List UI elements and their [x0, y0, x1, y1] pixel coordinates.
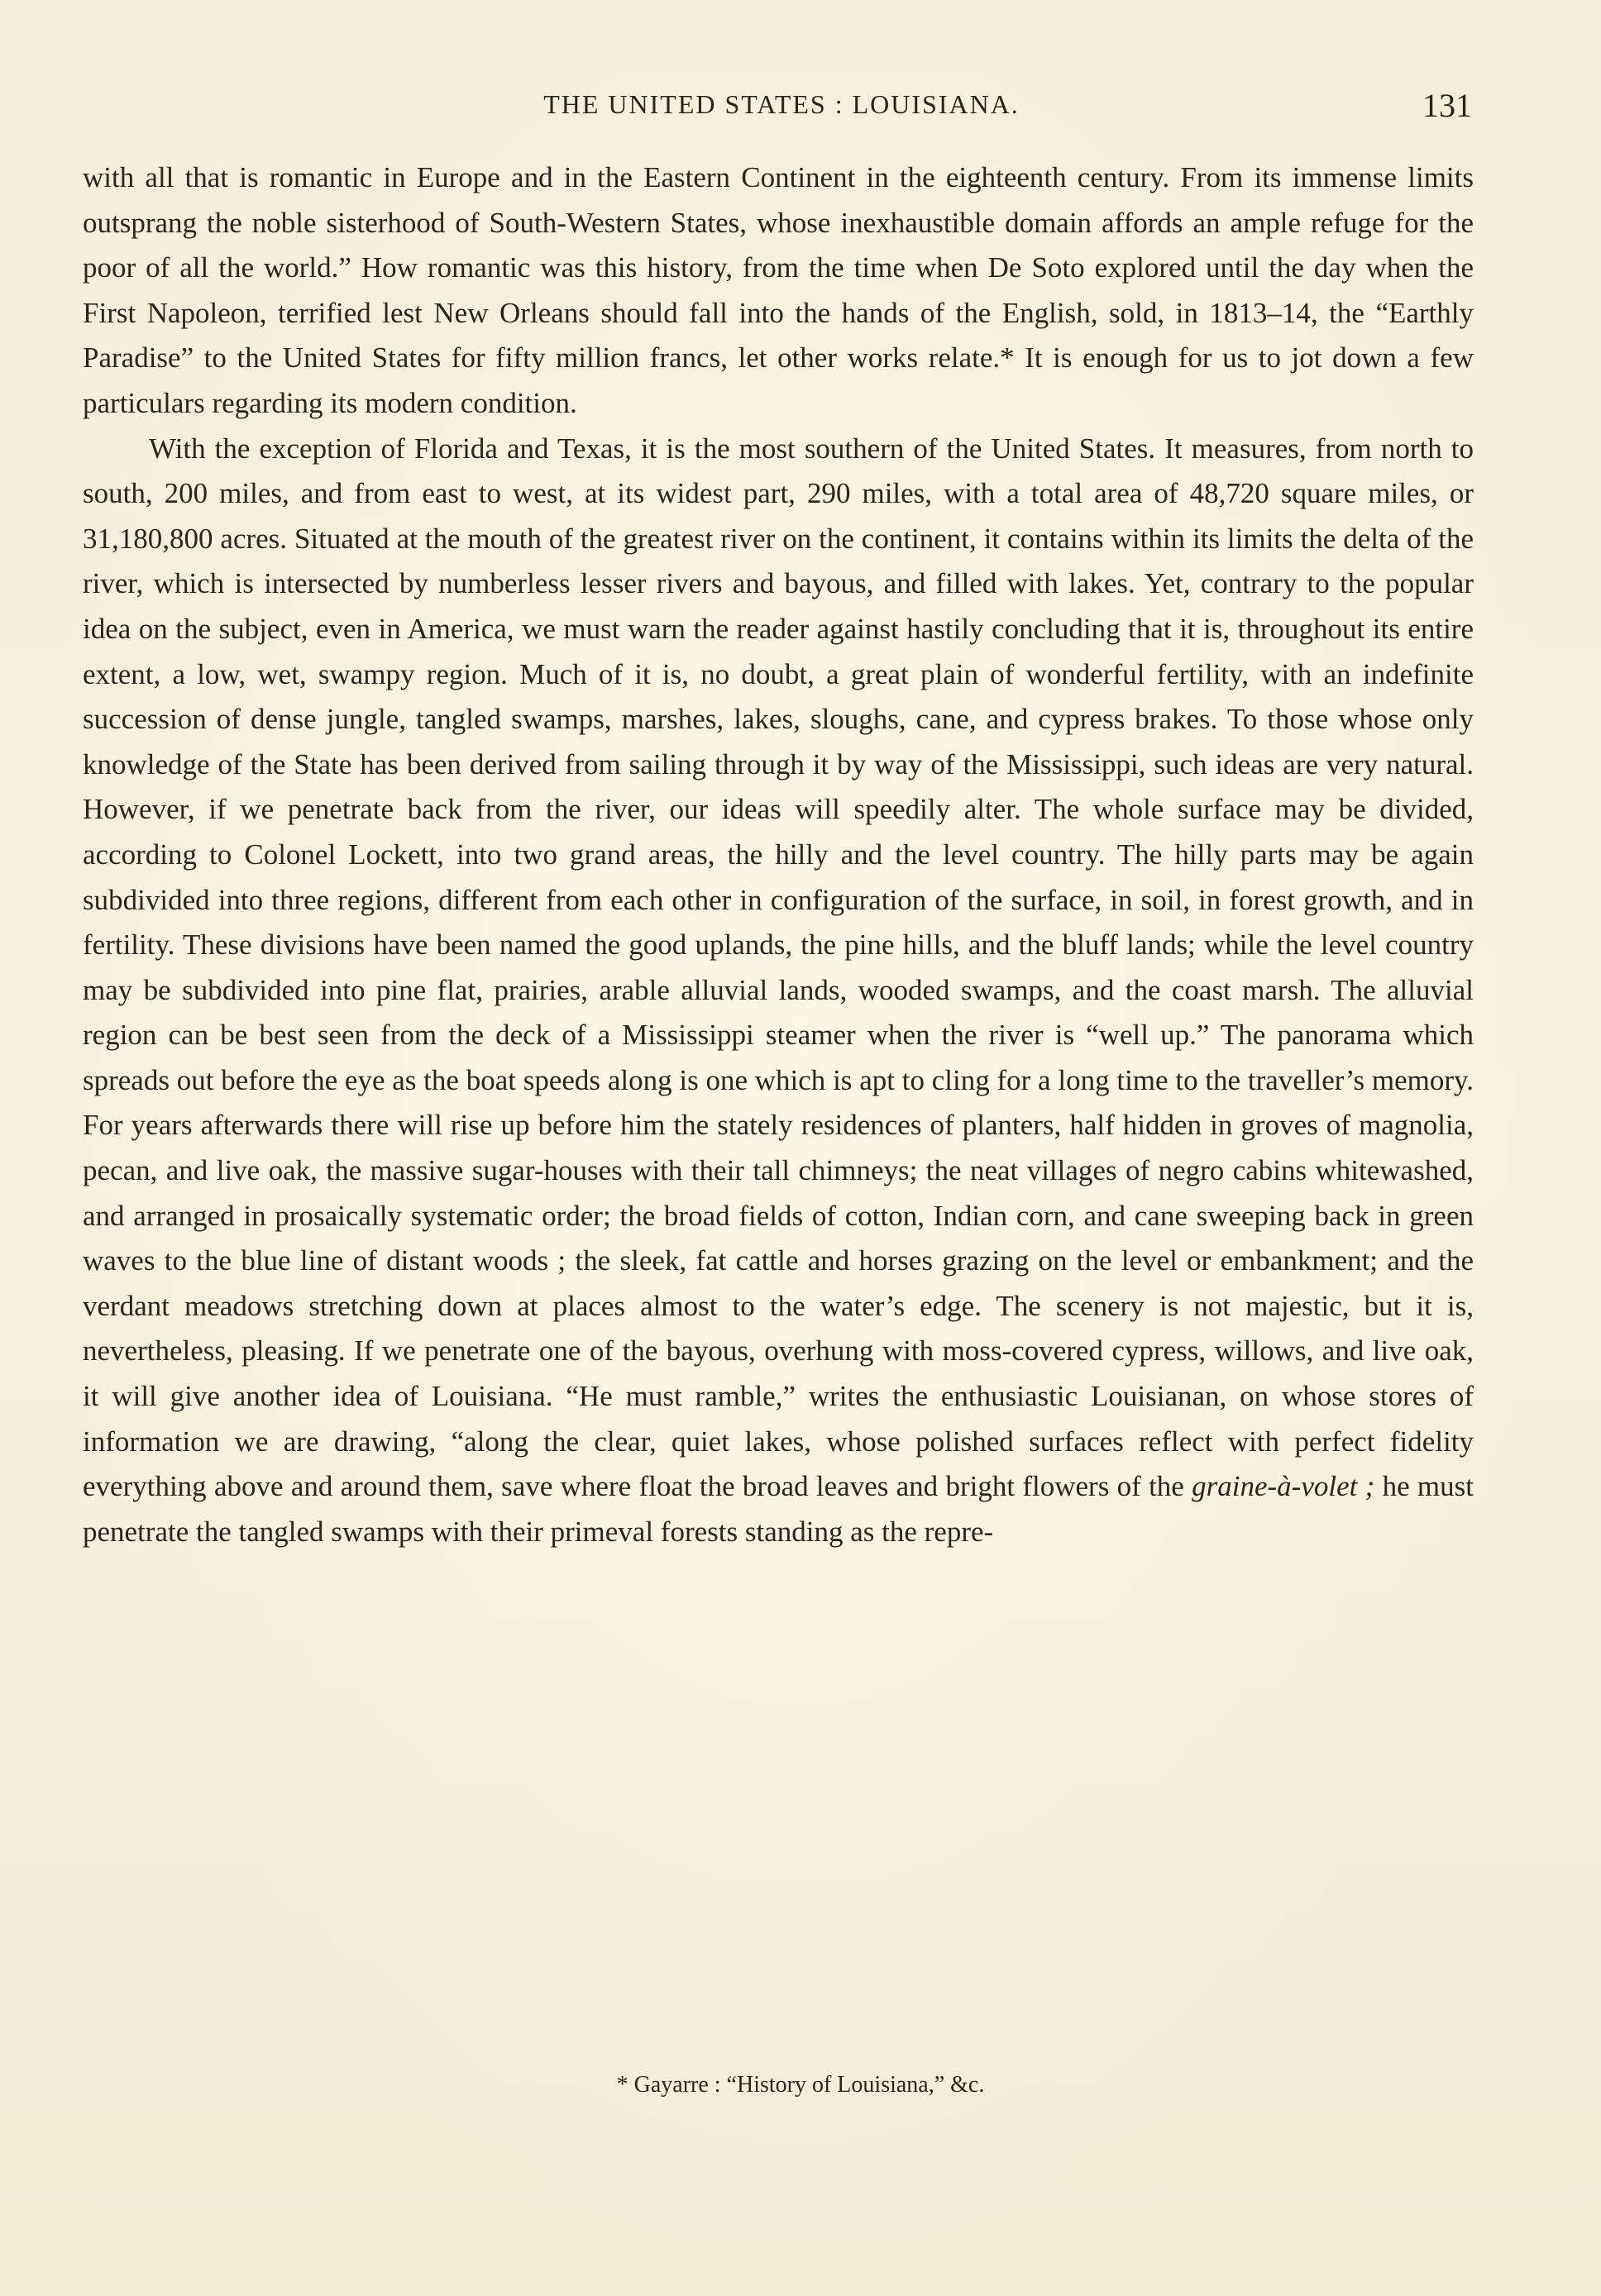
paragraph-louisiana-geography [83, 427, 1474, 1555]
paragraph-continued: with all that is romantic in Europe and in the Eastern Continent in the eighteenth century. From its immense limits outsprang the noble sisterhood of South-Western States, whose inexhaustible domain affords an ample refuge for the poor of all the world.” How romantic was this history, from the time when De Soto explored until the day when the First Napoleon, terrified lest New Orleans should fall into the hands of the English, sold, in 1813–14, the “Earthly Paradise” to the United States for fifty million francs, let other works relate.* It is enough for us to jot down a few particulars regarding its modern condition. [83, 161, 1474, 419]
italic-phrase: graine-à-volet ; [1192, 1470, 1375, 1503]
page-header [83, 89, 1480, 139]
footnote: * Gayarre : “History of Louisiana,” &c. [616, 2072, 985, 2098]
paragraph-tail: he must penetrate the tangled swamps with their primeval forests standing as the repre- [83, 1470, 1474, 1548]
paragraph-main-text: With the exception of Florida and Texas, it is the most southern of the United States. It measures, from north to south, 200 miles, and from east to west, at its widest part, 290 miles, with a total area of 48,720 square miles, or 31,180,800 acres. Situated at the mouth of the greatest river on the continent, it contains within its limits the delta of the river, which is intersected by numberless lesser rivers and bayous, and filled with lakes. Yet, contrary to the popular idea on the subject, even in America, we must warn the reader against hastily concluding that it is, throughout its entire extent, a low, wet, swampy region. Much of it is, no doubt, a great plain of wonderful fertility, with an indefinite succession of dense jungle, tangled swamps, marshes, lakes, sloughs, cane, and cypress brakes. To those whose only knowledge of the State has been derived from sailing through it by way of the Mississippi, such ideas are very natural. However, if we penetrate back from the river, our ideas will speedily alter. The whole surface may be divided, according to Colonel Lockett, into two grand areas, the hilly and the level country. The hilly parts may be again subdivided into three regions, different from each other in configuration of the surface, in soil, in forest growth, and in fertility. These divisions have been named the good uplands, the pine hills, and the bluff lands; while the level country may be subdivided into pine flat, prairies, arable alluvial lands, wooded swamps, and the coast marsh. The alluvial region can be best seen from the deck of a Mississippi steamer when the river is “well up.” The panorama which spreads out before the eye as the boat speeds along is one which is apt to cling for a long time to the traveller’s memory. For years afterwards there will rise up before him the stately residences of planters, half hidden in groves of magnolia, pecan, and live oak, the massive sugar-houses with their tall chimneys; the neat villages of negro cabins whitewashed, and arranged in prosaically systematic order; the broad fields of cotton, Indian corn, and cane sweeping back in green waves to the blue line of distant woods ; the sleek, fat cattle and horses grazing on the level or embankment; and the verdant meadows stretching down at places almost to the water’s edge. The scenery is not majestic, but it is, nevertheless, pleasing. If we penetrate one of the bayous, overhung with moss-covered cypress, willows, and live oak, it will give another idea of Louisiana. “He must ramble,” writes the enthusiastic Louisianan, on whose stores of information we are drawing, “along the clear, quiet lakes, whose polished surfaces reflect with perfect fidelity everything above and around them, save where float the broad leaves and bright flowers of the [83, 432, 1474, 1503]
body-text [83, 155, 1474, 1554]
page-number: 131 [1422, 87, 1472, 124]
running-head: THE UNITED STATES : LOUISIANA. [543, 89, 1020, 119]
